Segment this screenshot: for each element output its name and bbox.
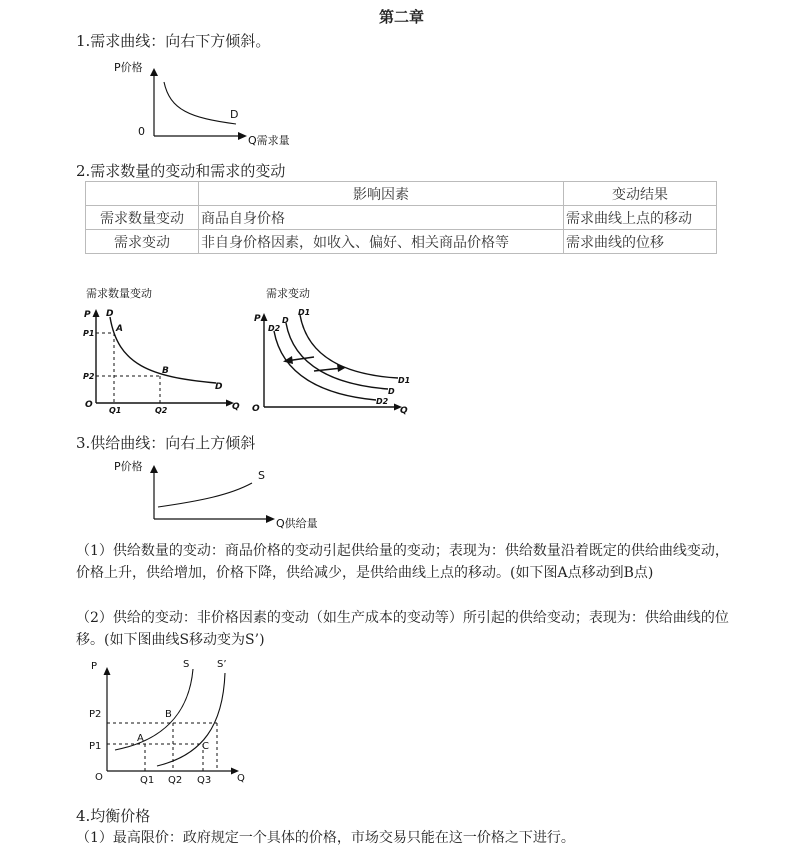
supply-curve-graph xyxy=(110,455,330,535)
quantity-demanded-change-graph xyxy=(80,285,250,420)
table-cell: 需求变动 xyxy=(86,230,199,254)
curve-end-label: D xyxy=(215,382,223,392)
demand-curve-d2 xyxy=(274,331,376,400)
origin-label: 0 xyxy=(138,125,145,138)
q-low-label: Q1 xyxy=(109,406,122,415)
header-cell-empty xyxy=(86,182,199,206)
q2-label: Q2 xyxy=(168,775,183,786)
graph-title: 需求数量变动 xyxy=(86,287,152,300)
s-prime-label: S’ xyxy=(217,659,227,670)
curve-label-d: D xyxy=(230,108,239,121)
x-axis-label: Q xyxy=(237,773,245,784)
y-axis-label: P价格 xyxy=(114,61,143,74)
header-cell-factor: 影响因素 xyxy=(199,182,564,206)
y-axis-label: P xyxy=(84,310,91,320)
demand-curve-d xyxy=(286,323,388,389)
x-axis-label: Q xyxy=(232,402,240,412)
table-cell: 商品自身价格 xyxy=(199,206,564,230)
section3-paragraph-1: （1）供给数量的变动：商品价格的变动引起供给量的变动；表现为：供给数量沿着既定的供给曲线变动，价格上升，供给增加，价格下降，供给减少，是供给曲线上点的移动。(如下图A点移动到B点) xyxy=(76,543,729,581)
s-label: S xyxy=(183,659,190,670)
x-axis-arrow xyxy=(266,515,275,523)
d2-top-label: D2 xyxy=(268,324,281,333)
x-axis-label: Q供给量 xyxy=(276,517,318,530)
section1-heading: 1.需求曲线：向右下方倾斜。 xyxy=(76,32,271,50)
supply-curve xyxy=(158,483,252,507)
q1-label: Q1 xyxy=(140,775,155,786)
table-cell: 需求曲线的位移 xyxy=(564,230,717,254)
header-cell-result: 变动结果 xyxy=(564,182,717,206)
origin-label: O xyxy=(85,400,93,410)
table-cell: 需求数量变动 xyxy=(86,206,199,230)
supply-shift-graph xyxy=(85,655,255,790)
point-a-label: A xyxy=(116,324,123,334)
point-b-label: B xyxy=(162,366,169,376)
q-high-label: Q2 xyxy=(155,406,168,415)
d2-end-label: D2 xyxy=(376,397,389,406)
demand-change-graph xyxy=(252,285,422,420)
section2-heading: 2.需求数量的变动和需求的变动 xyxy=(76,162,286,180)
y-axis-arrow xyxy=(150,68,158,76)
p2-label: P2 xyxy=(89,709,102,720)
supply-curve-s xyxy=(115,669,193,750)
table-cell: 非自身价格因素，如收入、偏好、相关商品价格等 xyxy=(199,230,564,254)
demand-curve-graph xyxy=(110,58,310,153)
table-row xyxy=(86,206,717,230)
y-axis-label: P xyxy=(254,314,261,324)
p-low-label: P2 xyxy=(83,372,95,381)
y-axis-arrow xyxy=(104,667,111,675)
chapter-title: 第二章 xyxy=(378,8,424,26)
demand-curve-d1 xyxy=(300,315,398,378)
section3-heading: 3.供给曲线：向右上方倾斜 xyxy=(76,434,256,452)
table-header-row xyxy=(86,182,717,206)
table-row xyxy=(86,230,717,254)
demand-curve xyxy=(164,82,239,124)
y-axis-arrow xyxy=(93,309,100,317)
d1-top-label: D1 xyxy=(298,308,311,317)
y-axis-arrow xyxy=(150,465,158,473)
origin-label: O xyxy=(252,404,260,414)
y-axis-label: P价格 xyxy=(114,460,143,473)
curve-top-label: D xyxy=(106,309,114,319)
demand-change-table xyxy=(85,181,717,254)
p1-label: P1 xyxy=(89,741,102,752)
d-top-label: D xyxy=(282,316,289,325)
x-axis-label: Q需求量 xyxy=(248,134,290,147)
graph-title: 需求变动 xyxy=(266,287,310,300)
section4-paragraph-1: （1）最高限价：政府规定一个具体的价格，市场交易只能在这一价格之下进行。 xyxy=(76,830,575,846)
y-axis-label: P xyxy=(91,661,98,672)
origin-label: O xyxy=(95,772,103,783)
p-high-label: P1 xyxy=(83,329,95,338)
section3-paragraph-2: （2）供给的变动：非价格因素的变动（如生产成本的变动等）所引起的供给变动；表现为：供给曲线的位移。(如下图曲线S移动变为S’) xyxy=(76,610,729,648)
y-axis-arrow xyxy=(261,313,268,321)
q3-label: Q3 xyxy=(197,775,212,786)
section4-heading: 4.均衡价格 xyxy=(76,807,151,825)
x-axis-label: Q xyxy=(400,406,408,416)
point-a-label: A xyxy=(137,733,144,744)
d-end-label: D xyxy=(388,387,395,396)
x-axis-arrow xyxy=(238,132,247,140)
d1-end-label: D1 xyxy=(398,376,411,385)
table-cell: 需求曲线上点的移动 xyxy=(564,206,717,230)
curve-label-s: S xyxy=(258,469,265,482)
point-b-label: B xyxy=(165,709,172,720)
point-c-label: C xyxy=(202,741,209,752)
